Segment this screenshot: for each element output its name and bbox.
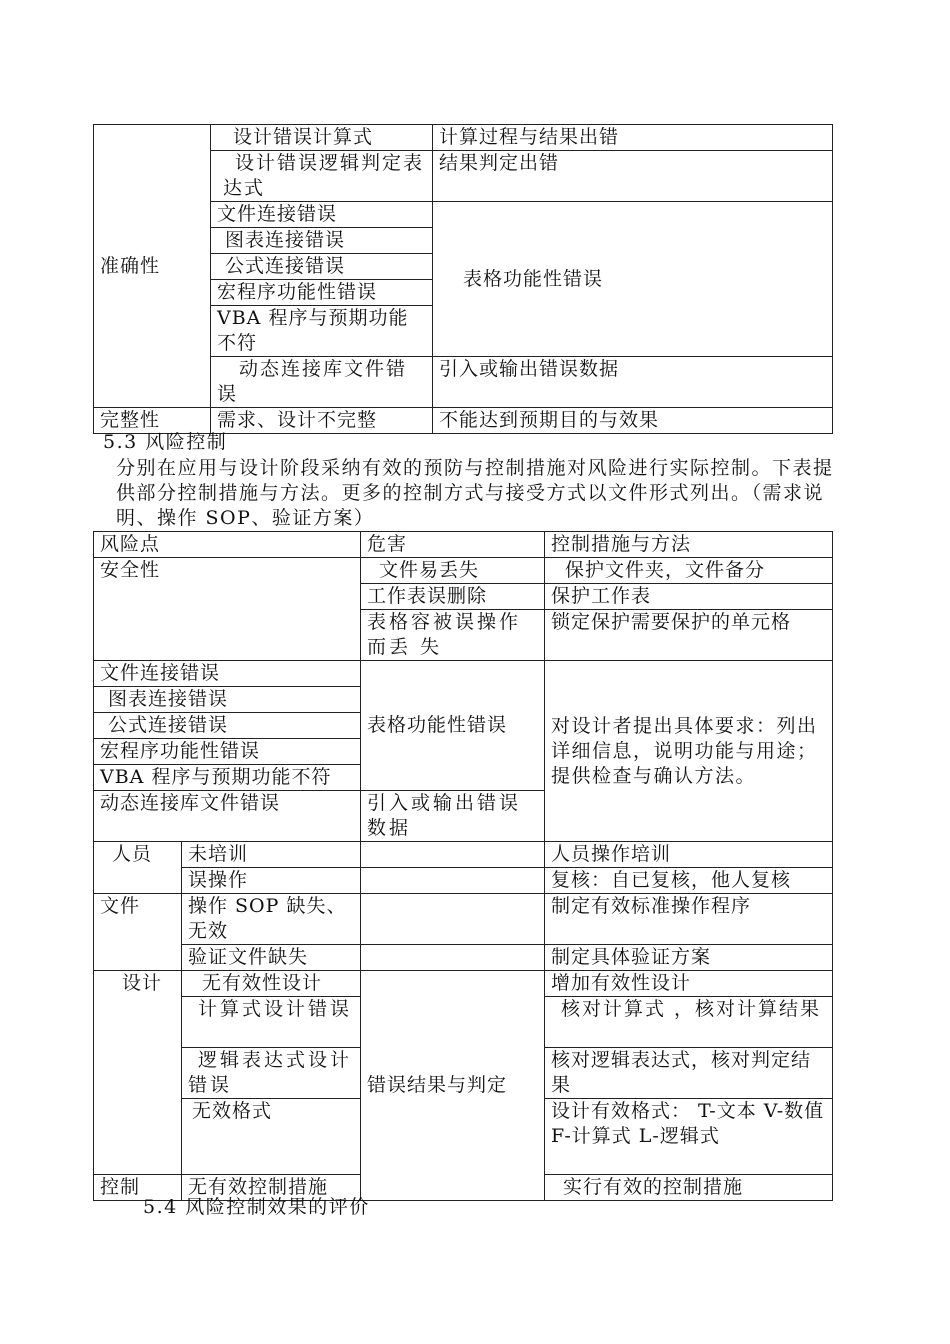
item-cell: 宏程序功能性错误	[211, 280, 433, 306]
harm-cell	[361, 842, 545, 868]
risk-control: 控制	[94, 1175, 182, 1201]
item-cell: 动态连接库文件错误	[211, 357, 433, 408]
risk-point-cell: 文件连接错误	[94, 661, 361, 687]
control-cell: 复核：自已复核，他人复核	[545, 868, 833, 894]
harm-design-cell: 错误结果与判定	[361, 971, 545, 1201]
item-cell: 设计错误计算式	[211, 125, 433, 151]
harm-cell	[361, 945, 545, 971]
section-5-3-paragraph: 分别在应用与设计阶段采纳有效的预防与控制措施对风险进行实际控制。下表提供部分控制措施与方法。更多的控制方式与接受方式以文件形式列出。（需求说明、操作 SOP、验证方案）	[116, 457, 834, 529]
sub-risk-cell: 验证文件缺失	[182, 945, 361, 971]
item-cell: 图表连接错误	[211, 228, 433, 254]
harm-cell: 表格容被误操作而丢 失	[361, 610, 545, 661]
header-control: 控制措施与方法	[545, 532, 833, 558]
harm-cell: 文件易丢失	[361, 558, 545, 584]
harm-cell: 引入或输出错误数据	[361, 791, 545, 842]
control-cell: 增加有效性设计	[545, 971, 833, 997]
control-cell: 核对逻辑表达式，核对判定结果	[545, 1048, 833, 1099]
category-accuracy: 准确性	[94, 125, 211, 408]
sub-risk-cell: 未培训	[182, 842, 361, 868]
sub-risk-cell: 操作 SOP 缺失、无效	[182, 894, 361, 945]
harm-cell	[361, 868, 545, 894]
control-cell: 实行有效的控制措施	[545, 1175, 833, 1201]
sub-risk-cell: 无有效控制措施	[182, 1175, 361, 1201]
effect-cell: 不能达到预期目的与效果	[433, 408, 833, 434]
risk-document: 文件	[94, 894, 182, 971]
control-cell: 保护文件夹，文件备分	[545, 558, 833, 584]
section-5-3-heading: 5.3 风险控制	[103, 431, 228, 453]
sub-risk-cell: 无有效性设计	[182, 971, 361, 997]
control-cell: 锁定保护需要保护的单元格	[545, 610, 833, 661]
item-cell: 需求、设计不完整	[211, 408, 433, 434]
harm-cell	[361, 894, 545, 945]
effect-cell: 引入或输出错误数据	[433, 357, 833, 408]
risk-point-cell: 图表连接错误	[94, 687, 361, 713]
merged-effect-cell: 表格功能性错误	[433, 202, 833, 357]
category-completeness: 完整性	[94, 408, 211, 434]
risk-safety: 安全性	[94, 558, 361, 661]
harm-cell: 工作表误删除	[361, 584, 545, 610]
control-cell: 保护工作表	[545, 584, 833, 610]
control-cell: 人员操作培训	[545, 842, 833, 868]
effect-cell: 结果判定出错	[433, 151, 833, 202]
control-cell: 制定具体验证方案	[545, 945, 833, 971]
risk-point-cell: 公式连接错误	[94, 713, 361, 739]
risk-personnel: 人员	[94, 842, 182, 894]
accuracy-table	[93, 124, 833, 434]
effect-cell: 计算过程与结果出错	[433, 125, 833, 151]
sub-risk-cell: 计算式设计错误	[182, 997, 361, 1048]
harm-function-cell: 表格功能性错误	[361, 661, 545, 791]
item-cell: 设计错误逻辑判定表达式	[211, 151, 433, 202]
control-cell: 设计有效格式： T-文本 V-数值 F-计算式 L-逻辑式	[545, 1099, 833, 1175]
sub-risk-cell: 逻辑表达式设计错误	[182, 1048, 361, 1099]
item-cell: 文件连接错误	[211, 202, 433, 228]
risk-point-cell: 宏程序功能性错误	[94, 739, 361, 765]
control-cell: 制定有效标准操作程序	[545, 894, 833, 945]
risk-design: 设计	[94, 971, 182, 1175]
sub-risk-cell: 无效格式	[182, 1099, 361, 1175]
risk-control-table	[93, 531, 833, 1201]
sub-risk-cell: 误操作	[182, 868, 361, 894]
item-cell: VBA 程序与预期功能不符	[211, 306, 433, 357]
section-5-4-heading: 5.4 风险控制效果的评价	[143, 1196, 370, 1218]
header-risk-point: 风险点	[94, 532, 361, 558]
risk-point-cell: VBA 程序与预期功能不符	[94, 765, 361, 791]
risk-point-cell: 动态连接库文件错误	[94, 791, 361, 842]
control-requirements-cell: 对设计者提出具体要求：列出详细信息，说明功能与用途；提供检查与确认方法。	[545, 661, 833, 842]
header-harm: 危害	[361, 532, 545, 558]
item-cell: 公式连接错误	[211, 254, 433, 280]
control-cell: 核对计算式 ，核对计算结果	[545, 997, 833, 1048]
